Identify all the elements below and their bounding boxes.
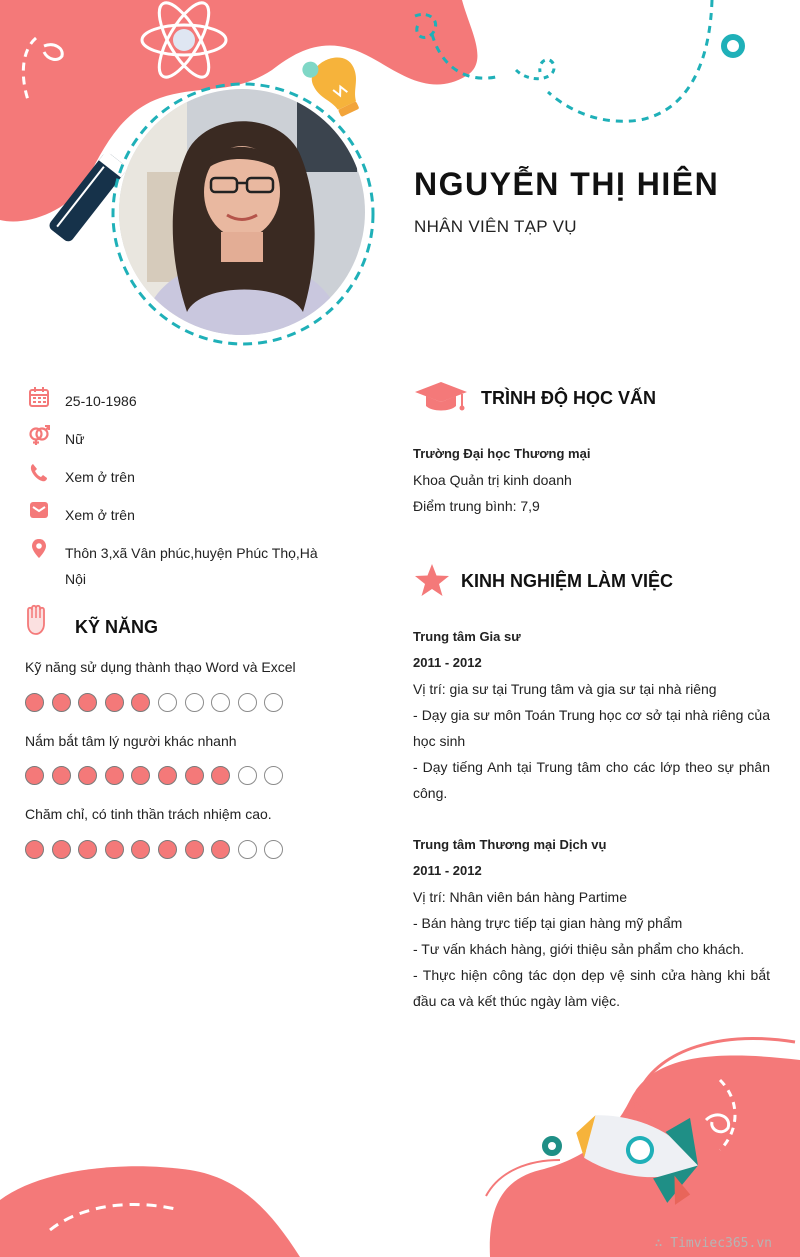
experience-title: KINH NGHIỆM LÀM VIỆC (461, 571, 674, 591)
job-line: - Bán hàng trực tiếp tại gian hàng mỹ phẩm (413, 915, 683, 931)
rating-dot-filled (185, 766, 204, 785)
rating-dot-empty (211, 693, 230, 712)
rating-dot-filled (158, 766, 177, 785)
education-title: TRÌNH ĐỘ HỌC VẤN (481, 388, 656, 408)
rating-dot-filled (78, 693, 97, 712)
education-block (413, 441, 770, 519)
avatar (117, 82, 367, 344)
footer-brand: ∴ Timviec365.vn (654, 1236, 772, 1251)
rating-dot-filled (105, 766, 124, 785)
rating-dot-filled (105, 693, 124, 712)
rating-dot-empty (238, 840, 257, 859)
rating-dot-filled (131, 840, 150, 859)
skill-rating-2 (25, 766, 283, 788)
hand-icon (24, 604, 48, 636)
gender-icon (28, 424, 50, 446)
rating-dot-empty (238, 766, 257, 785)
job-title: NHÂN VIÊN TẠP VỤ (414, 217, 577, 236)
job-period: 2011 - 2012 (413, 655, 482, 670)
rating-dot-filled (25, 766, 44, 785)
job-line: Vị trí: gia sư tại Trung tâm và gia sư tại nhà riêng (413, 681, 717, 697)
rating-dot-filled (211, 840, 230, 859)
rating-dot-filled (25, 840, 44, 859)
email-icon (28, 500, 50, 522)
rating-dot-empty (264, 840, 283, 859)
gpa-text: Điểm trung bình: 7,9 (413, 498, 540, 514)
email-text: Xem ở trên (65, 507, 135, 523)
rating-dot-empty (185, 693, 204, 712)
footer-decoration (0, 1020, 800, 1257)
skill-rating-1 (25, 693, 283, 715)
phone-text: Xem ở trên (65, 469, 135, 485)
job-line: - Dạy gia sư môn Toán Trung học cơ sở tại nhà riêng của học sinh (413, 707, 770, 749)
ring-icon (724, 37, 742, 55)
candidate-name: NGUYỄN THỊ HIÊN (414, 166, 720, 202)
job-period: 2011 - 2012 (413, 863, 482, 878)
rating-dot-filled (158, 840, 177, 859)
skill-label-3: Chăm chỉ, có tinh thần trách nhiệm cao. (25, 806, 272, 822)
job-line: Vị trí: Nhân viên bán hàng Partime (413, 889, 628, 905)
skills-title: KỸ NĂNG (75, 617, 159, 637)
rating-dot-filled (78, 766, 97, 785)
job-company: Trung tâm Gia sư (413, 629, 521, 644)
ring-icon (545, 1139, 559, 1153)
rating-dot-empty (264, 766, 283, 785)
rating-dot-filled (52, 840, 71, 859)
rating-dot-filled (78, 840, 97, 859)
phone-icon (28, 462, 50, 484)
birthdate-text: 25-10-1986 (65, 393, 137, 409)
skill-rating-3 (25, 840, 283, 862)
location-pin-icon (28, 538, 50, 560)
faculty-name: Khoa Quản trị kinh doanh (413, 472, 572, 488)
rating-dot-filled (52, 693, 71, 712)
school-name: Trường Đại học Thương mại (413, 446, 591, 461)
rating-dot-empty (264, 693, 283, 712)
rating-dot-filled (52, 766, 71, 785)
job-2 (413, 832, 770, 1014)
job-line: - Tư vấn khách hàng, giới thiệu sản phẩm cho khách. (413, 941, 745, 957)
job-1 (413, 624, 770, 806)
star-icon (414, 563, 450, 597)
rating-dot-filled (131, 766, 150, 785)
gender-text: Nữ (65, 431, 85, 447)
rating-dot-filled (105, 840, 124, 859)
job-line: - Dạy tiếng Anh tại Trung tâm cho các lớp theo sự phân công. (413, 759, 770, 801)
address-text: Thôn 3,xã Vân phúc,huyện Phúc Thọ,Hà Nội (65, 545, 318, 587)
rating-dot-empty (238, 693, 257, 712)
rating-dot-empty (158, 693, 177, 712)
rating-dot-filled (211, 766, 230, 785)
rating-dot-filled (25, 693, 44, 712)
rating-dot-filled (131, 693, 150, 712)
skill-label-2: Nắm bắt tâm lý người khác nhanh (25, 733, 237, 749)
calendar-icon (28, 386, 50, 408)
job-line: - Thực hiện công tác dọn dẹp vệ sinh cửa hàng khi bắt đầu ca và kết thúc ngày làm việc. (413, 967, 770, 1009)
skill-label-1: Kỹ năng sử dụng thành thạo Word và Excel (25, 659, 296, 675)
rating-dot-filled (185, 840, 204, 859)
job-company: Trung tâm Thương mại Dịch vụ (413, 837, 607, 852)
graduation-cap-icon (414, 380, 468, 414)
